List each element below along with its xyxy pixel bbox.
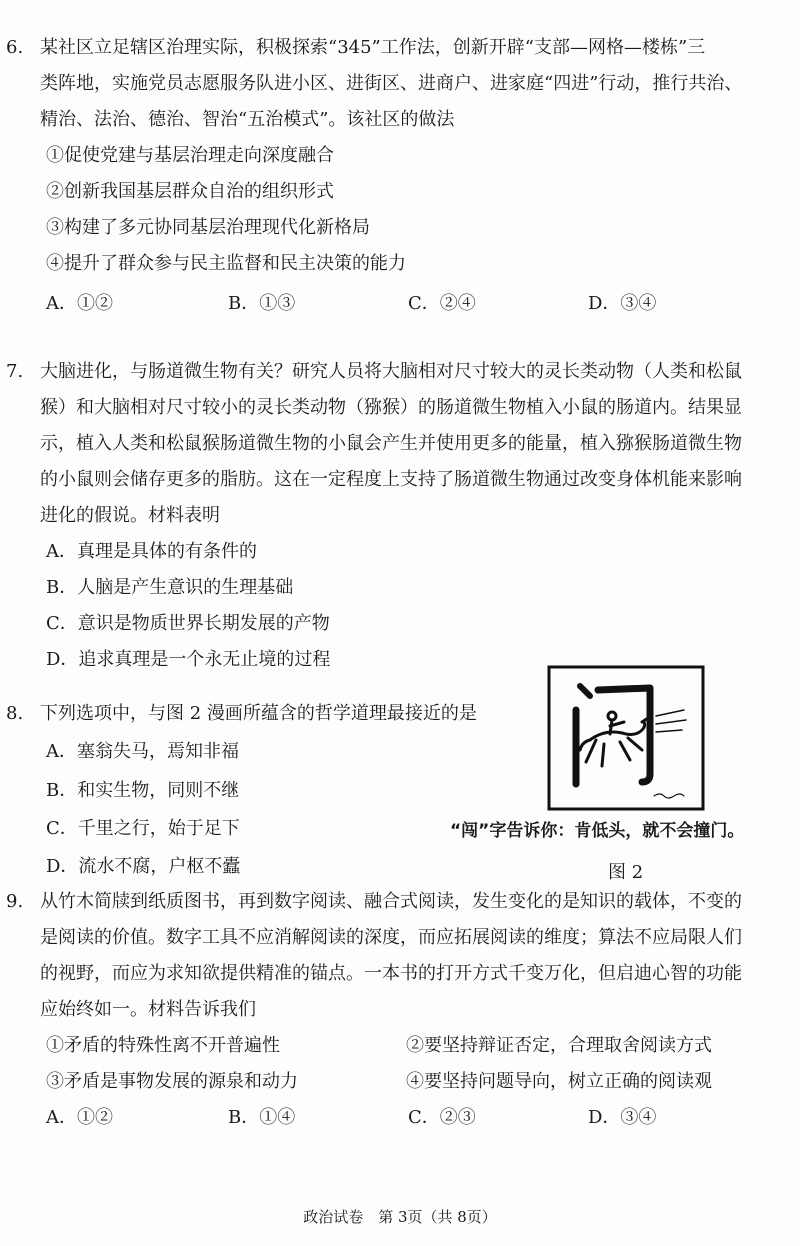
option-d[interactable]: D．追求真理是一个永无止境的过程 bbox=[46, 649, 331, 670]
option-b[interactable]: B．和实生物，同则不继 bbox=[46, 780, 240, 801]
question-stem-line: 的视野，而应为求知欲提供精准的锚点。一本书的打开方式千变万化，但启迪心智的功能 bbox=[40, 963, 742, 984]
question-number: 7. bbox=[6, 361, 24, 382]
question-stem-line: 示，植入人类和松鼠猴肠道微生物的小鼠会产生并使用更多的能量，植入猕猴肠道微生物 bbox=[40, 433, 742, 454]
question-number: 8. bbox=[6, 703, 24, 724]
figure-label: 图 2 bbox=[608, 862, 644, 883]
page-footer: 政治试卷 第 3页（共 8页） bbox=[303, 1208, 497, 1226]
option-d[interactable]: D．流水不腐，户枢不蠹 bbox=[46, 856, 241, 877]
cartoon-caption: “闯”字告诉你：肯低头，就不会撞门。 bbox=[450, 821, 745, 841]
option-a[interactable]: A．塞翁失马，焉知非福 bbox=[46, 741, 239, 762]
statement: ①促使党建与基层治理走向深度融合 bbox=[46, 145, 334, 166]
statement: ②创新我国基层群众自治的组织形式 bbox=[46, 181, 334, 202]
question-stem-line: 精治、法治、德治、智治“五治模式”。该社区的做法 bbox=[40, 109, 455, 130]
question-stem-line: 从竹木简牍到纸质图书，再到数字阅读、融合式阅读，发生变化的是知识的载体，不变的 bbox=[40, 891, 742, 912]
question-7 bbox=[6, 354, 776, 678]
question-stem-line: 大脑进化，与肠道微生物有关？研究人员将大脑相对尺寸较大的灵长类动物（人类和松鼠 bbox=[40, 361, 742, 382]
statement: ③矛盾是事物发展的源泉和动力 bbox=[46, 1071, 298, 1092]
option-b[interactable]: B．人脑是产生意识的生理基础 bbox=[46, 577, 294, 598]
statement: ②要坚持辩证否定，合理取舍阅读方式 bbox=[406, 1035, 712, 1056]
option-c[interactable]: C．②④ bbox=[408, 293, 476, 314]
statement: ④要坚持问题导向，树立正确的阅读观 bbox=[406, 1071, 712, 1092]
question-number: 6. bbox=[6, 37, 24, 58]
question-stem-line: 下列选项中，与图 2 漫画所蕴含的哲学道理最接近的是 bbox=[40, 703, 477, 724]
question-stem-line: 的小鼠则会储存更多的脂肪。这在一定程度上支持了肠道微生物通过改变身体机能来影响 bbox=[40, 469, 742, 490]
question-stem-line: 猴）和大脑相对尺寸较小的灵长类动物（猕猴）的肠道微生物植入小鼠的肠道内。结果显 bbox=[40, 397, 742, 418]
statement-row bbox=[6, 1028, 776, 1064]
option-d[interactable]: D．③④ bbox=[588, 293, 657, 314]
question-8 bbox=[6, 696, 506, 886]
option-b[interactable]: B．①④ bbox=[228, 1107, 296, 1128]
question-number: 9. bbox=[6, 891, 24, 912]
statement: ③构建了多元协同基层治理现代化新格局 bbox=[46, 217, 370, 238]
question-9 bbox=[6, 884, 776, 1136]
answer-options bbox=[6, 286, 776, 322]
option-d[interactable]: D．③④ bbox=[588, 1107, 657, 1128]
option-c[interactable]: C．②③ bbox=[408, 1107, 476, 1128]
question-stem-line: 某社区立足辖区治理实际，积极探索“345”工作法，创新开辟“支部—网格—楼栋”三 bbox=[40, 37, 706, 58]
answer-options bbox=[6, 1100, 776, 1136]
question-stem-line: 进化的假说。材料表明 bbox=[40, 505, 220, 526]
option-a[interactable]: A．真理是具体的有条件的 bbox=[46, 541, 257, 562]
option-c[interactable]: C．千里之行，始于足下 bbox=[46, 818, 240, 839]
option-a[interactable]: A．①② bbox=[46, 293, 113, 314]
question-stem-line: 应始终如一。材料告诉我们 bbox=[40, 999, 256, 1020]
chuang-character-drawing bbox=[576, 686, 686, 798]
statement: ①矛盾的特殊性离不开普遍性 bbox=[46, 1035, 280, 1056]
statement-row bbox=[6, 1064, 776, 1100]
option-c[interactable]: C．意识是物质世界长期发展的产物 bbox=[46, 613, 330, 634]
question-stem-line: 类阵地，实施党员志愿服务队进小区、进街区、进商户、进家庭“四进”行动，推行共治、 bbox=[40, 73, 743, 94]
option-a[interactable]: A．①② bbox=[46, 1107, 113, 1128]
question-stem-line: 是阅读的价值。数字工具不应消解阅读的深度，而应拓展阅读的维度；算法不应局限人们 bbox=[40, 927, 742, 948]
cartoon-figure bbox=[546, 664, 706, 812]
option-b[interactable]: B．①③ bbox=[228, 293, 296, 314]
question-6 bbox=[6, 30, 776, 322]
statement: ④提升了群众参与民主监督和民主决策的能力 bbox=[46, 253, 406, 274]
